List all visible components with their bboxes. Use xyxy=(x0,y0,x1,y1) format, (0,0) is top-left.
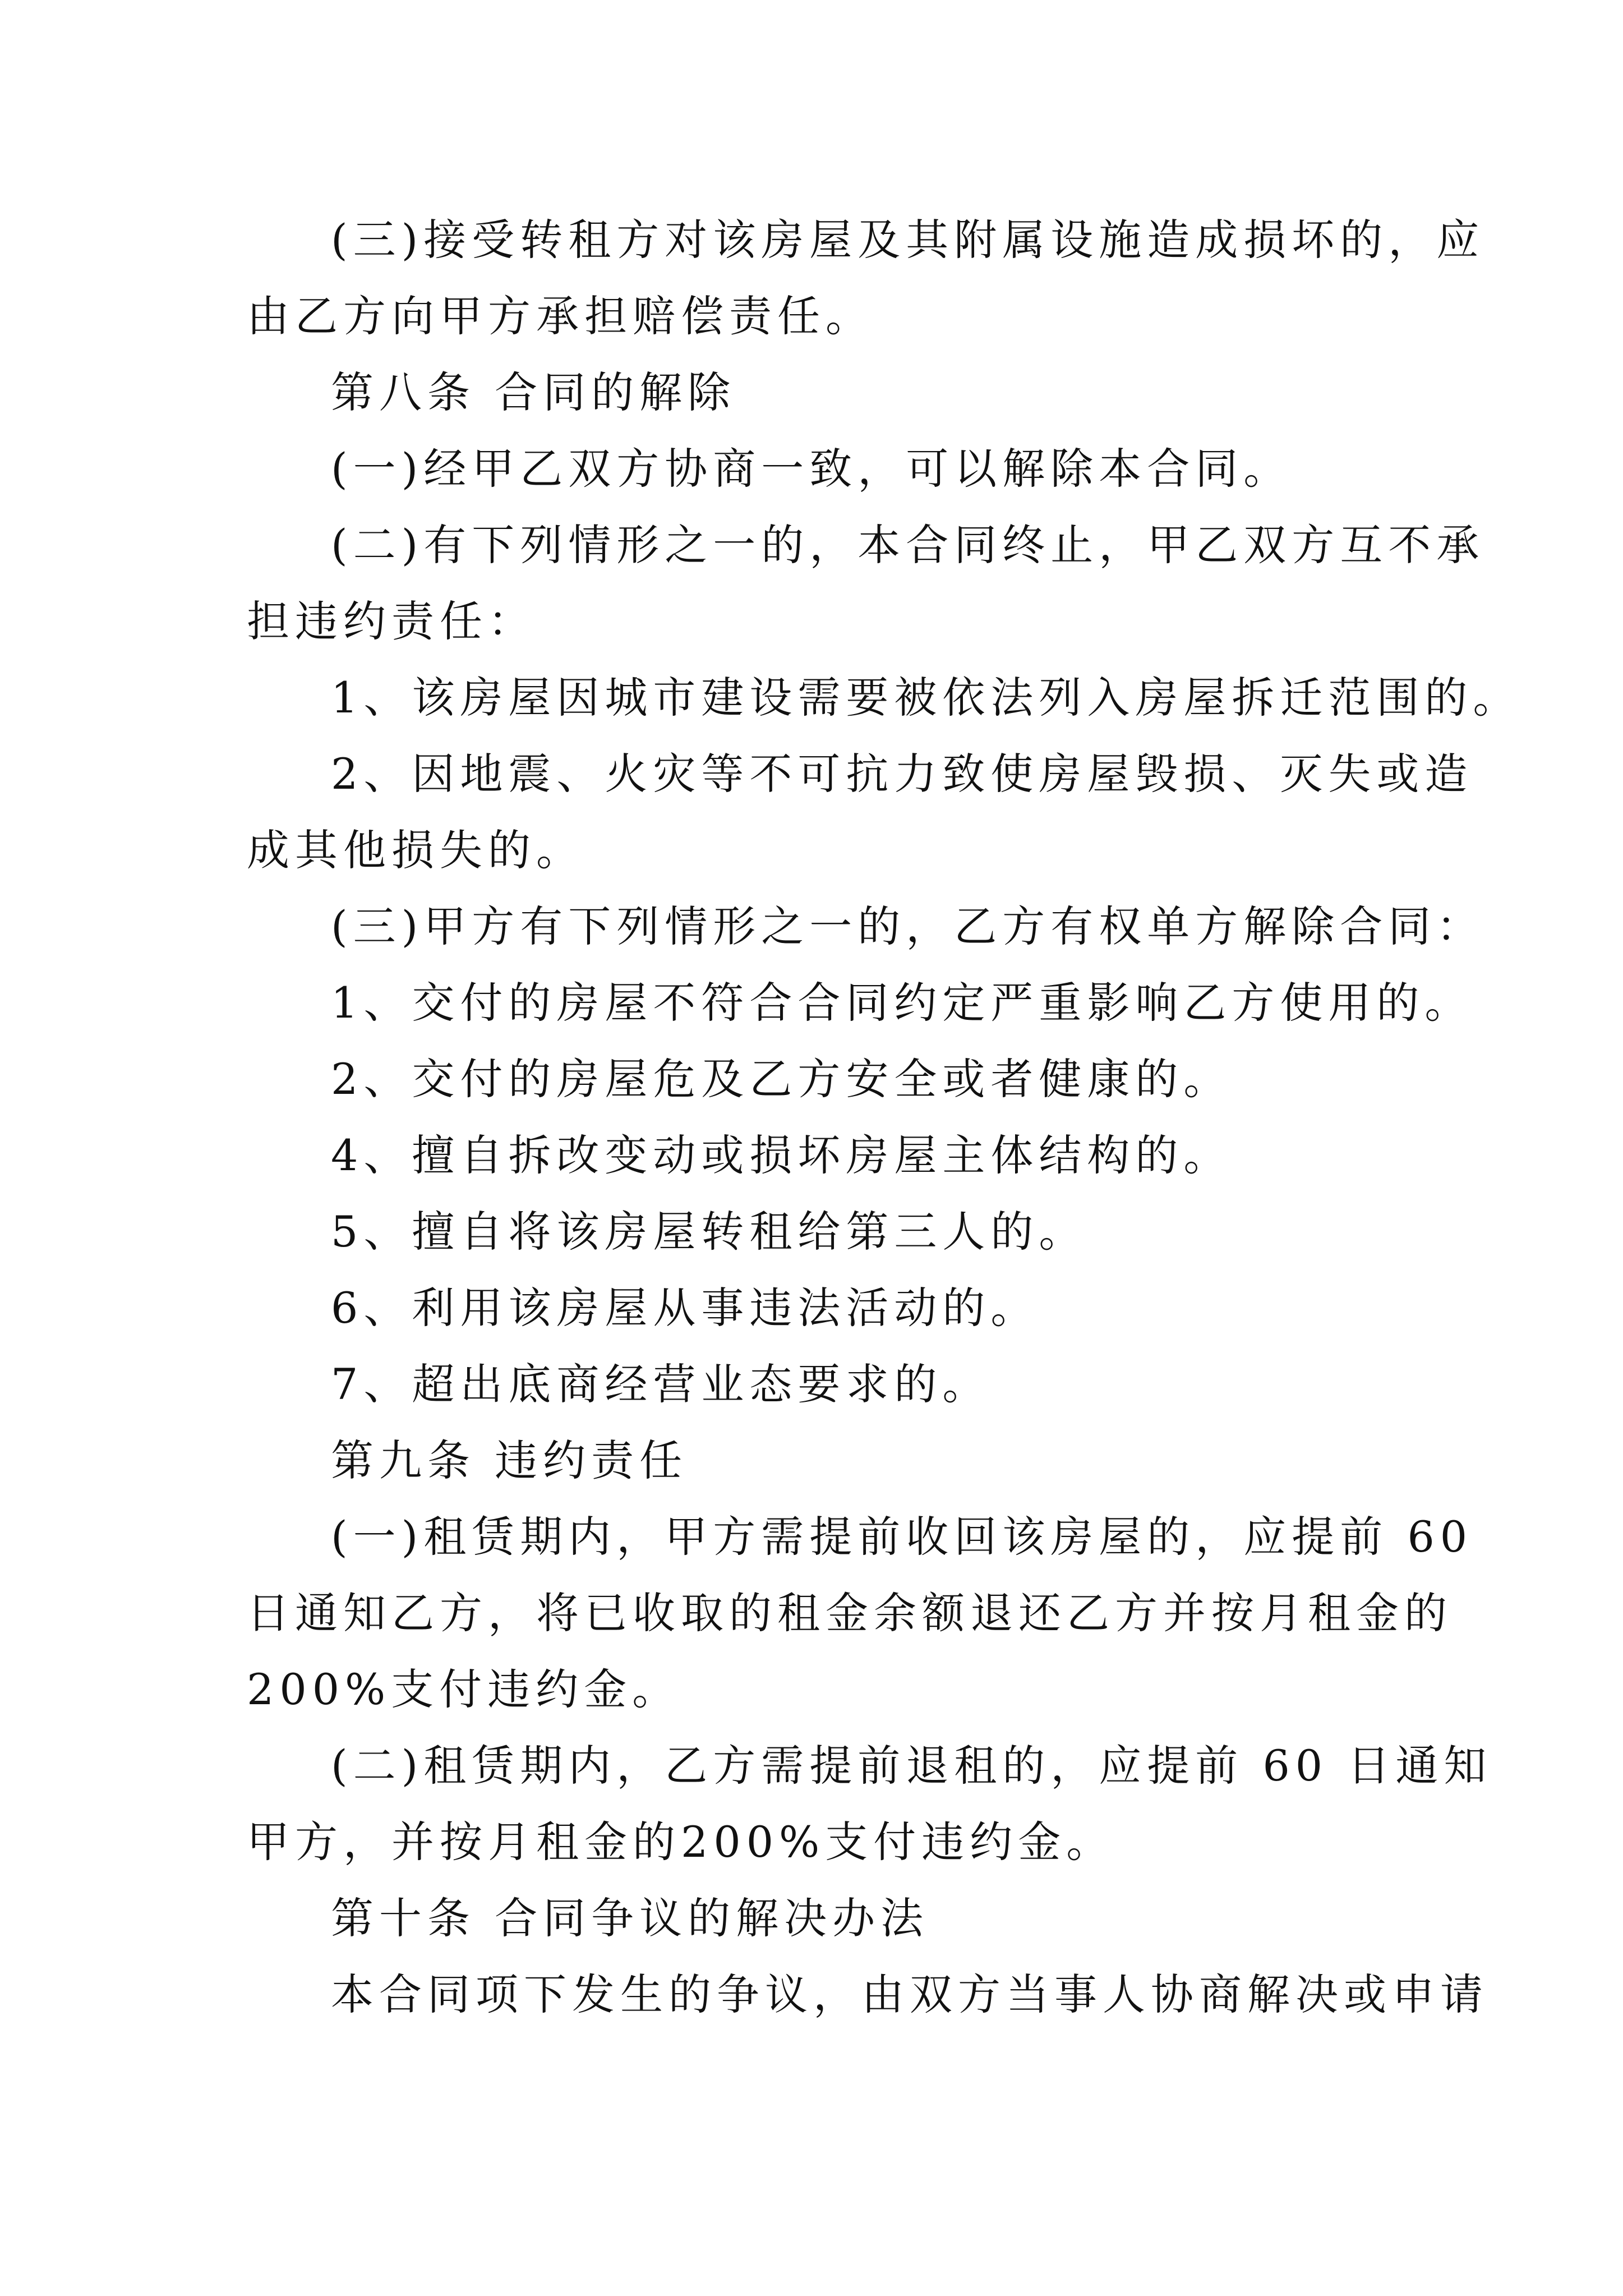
paragraph-line: 本合同项下发生的争议，由双方当事人协商解决或申请 xyxy=(331,1970,1488,2019)
paragraph-line: (三)甲方有下列情形之一的，乙方有权单方解除合同： xyxy=(331,901,1485,951)
paragraph-line: 由乙方向甲方承担赔偿责任。 xyxy=(247,291,874,341)
list-item: 7、超出底商经营业态要求的。 xyxy=(331,1359,991,1409)
paragraph-line: (一)租赁期内，甲方需提前收回该房屋的，应提前 60 xyxy=(331,1512,1473,1562)
paragraph-line: (二)租赁期内，乙方需提前退租的，应提前 60 日通知 xyxy=(331,1741,1492,1791)
paragraph-line: 担违约责任： xyxy=(247,596,536,646)
list-item: 1、交付的房屋不符合合同约定严重影响乙方使用的。 xyxy=(331,978,1473,1028)
paragraph-line: (二)有下列情形之一的，本合同终止，甲乙双方互不承 xyxy=(331,520,1485,570)
paragraph-line: (三)接受转租方对该房屋及其附属设施造成损坏的，应 xyxy=(331,215,1485,265)
list-item: 2、交付的房屋危及乙方安全或者健康的。 xyxy=(331,1054,1232,1104)
section-heading: 第十条 合同争议的解决办法 xyxy=(331,1893,929,1943)
list-item: 2、因地震、火灾等不可抗力致使房屋毁损、灭失或造 xyxy=(331,749,1473,799)
paragraph-line: 200%支付违约金。 xyxy=(247,1664,681,1714)
list-item: 6、利用该房屋从事违法活动的。 xyxy=(331,1283,1039,1333)
list-item: 5、擅自将该房屋转租给第三人的。 xyxy=(331,1207,1087,1257)
paragraph-line: 甲方，并按月租金的200%支付违约金。 xyxy=(247,1817,1115,1867)
paragraph-line: (一)经甲乙双方协商一致，可以解除本合同。 xyxy=(331,444,1292,494)
paragraph-line: 日通知乙方，将已收取的租金余额退还乙方并按月租金的 xyxy=(247,1588,1453,1638)
section-heading: 第九条 违约责任 xyxy=(331,1435,688,1485)
list-item: 1、该房屋因城市建设需要被依法列入房屋拆迁范围的。 xyxy=(331,673,1521,723)
list-item: 4、擅自拆改变动或损坏房屋主体结构的。 xyxy=(331,1130,1232,1180)
list-item-continuation: 成其他损失的。 xyxy=(247,825,584,875)
section-heading: 第八条 合同的解除 xyxy=(331,367,736,417)
contract-body xyxy=(247,202,1521,2033)
